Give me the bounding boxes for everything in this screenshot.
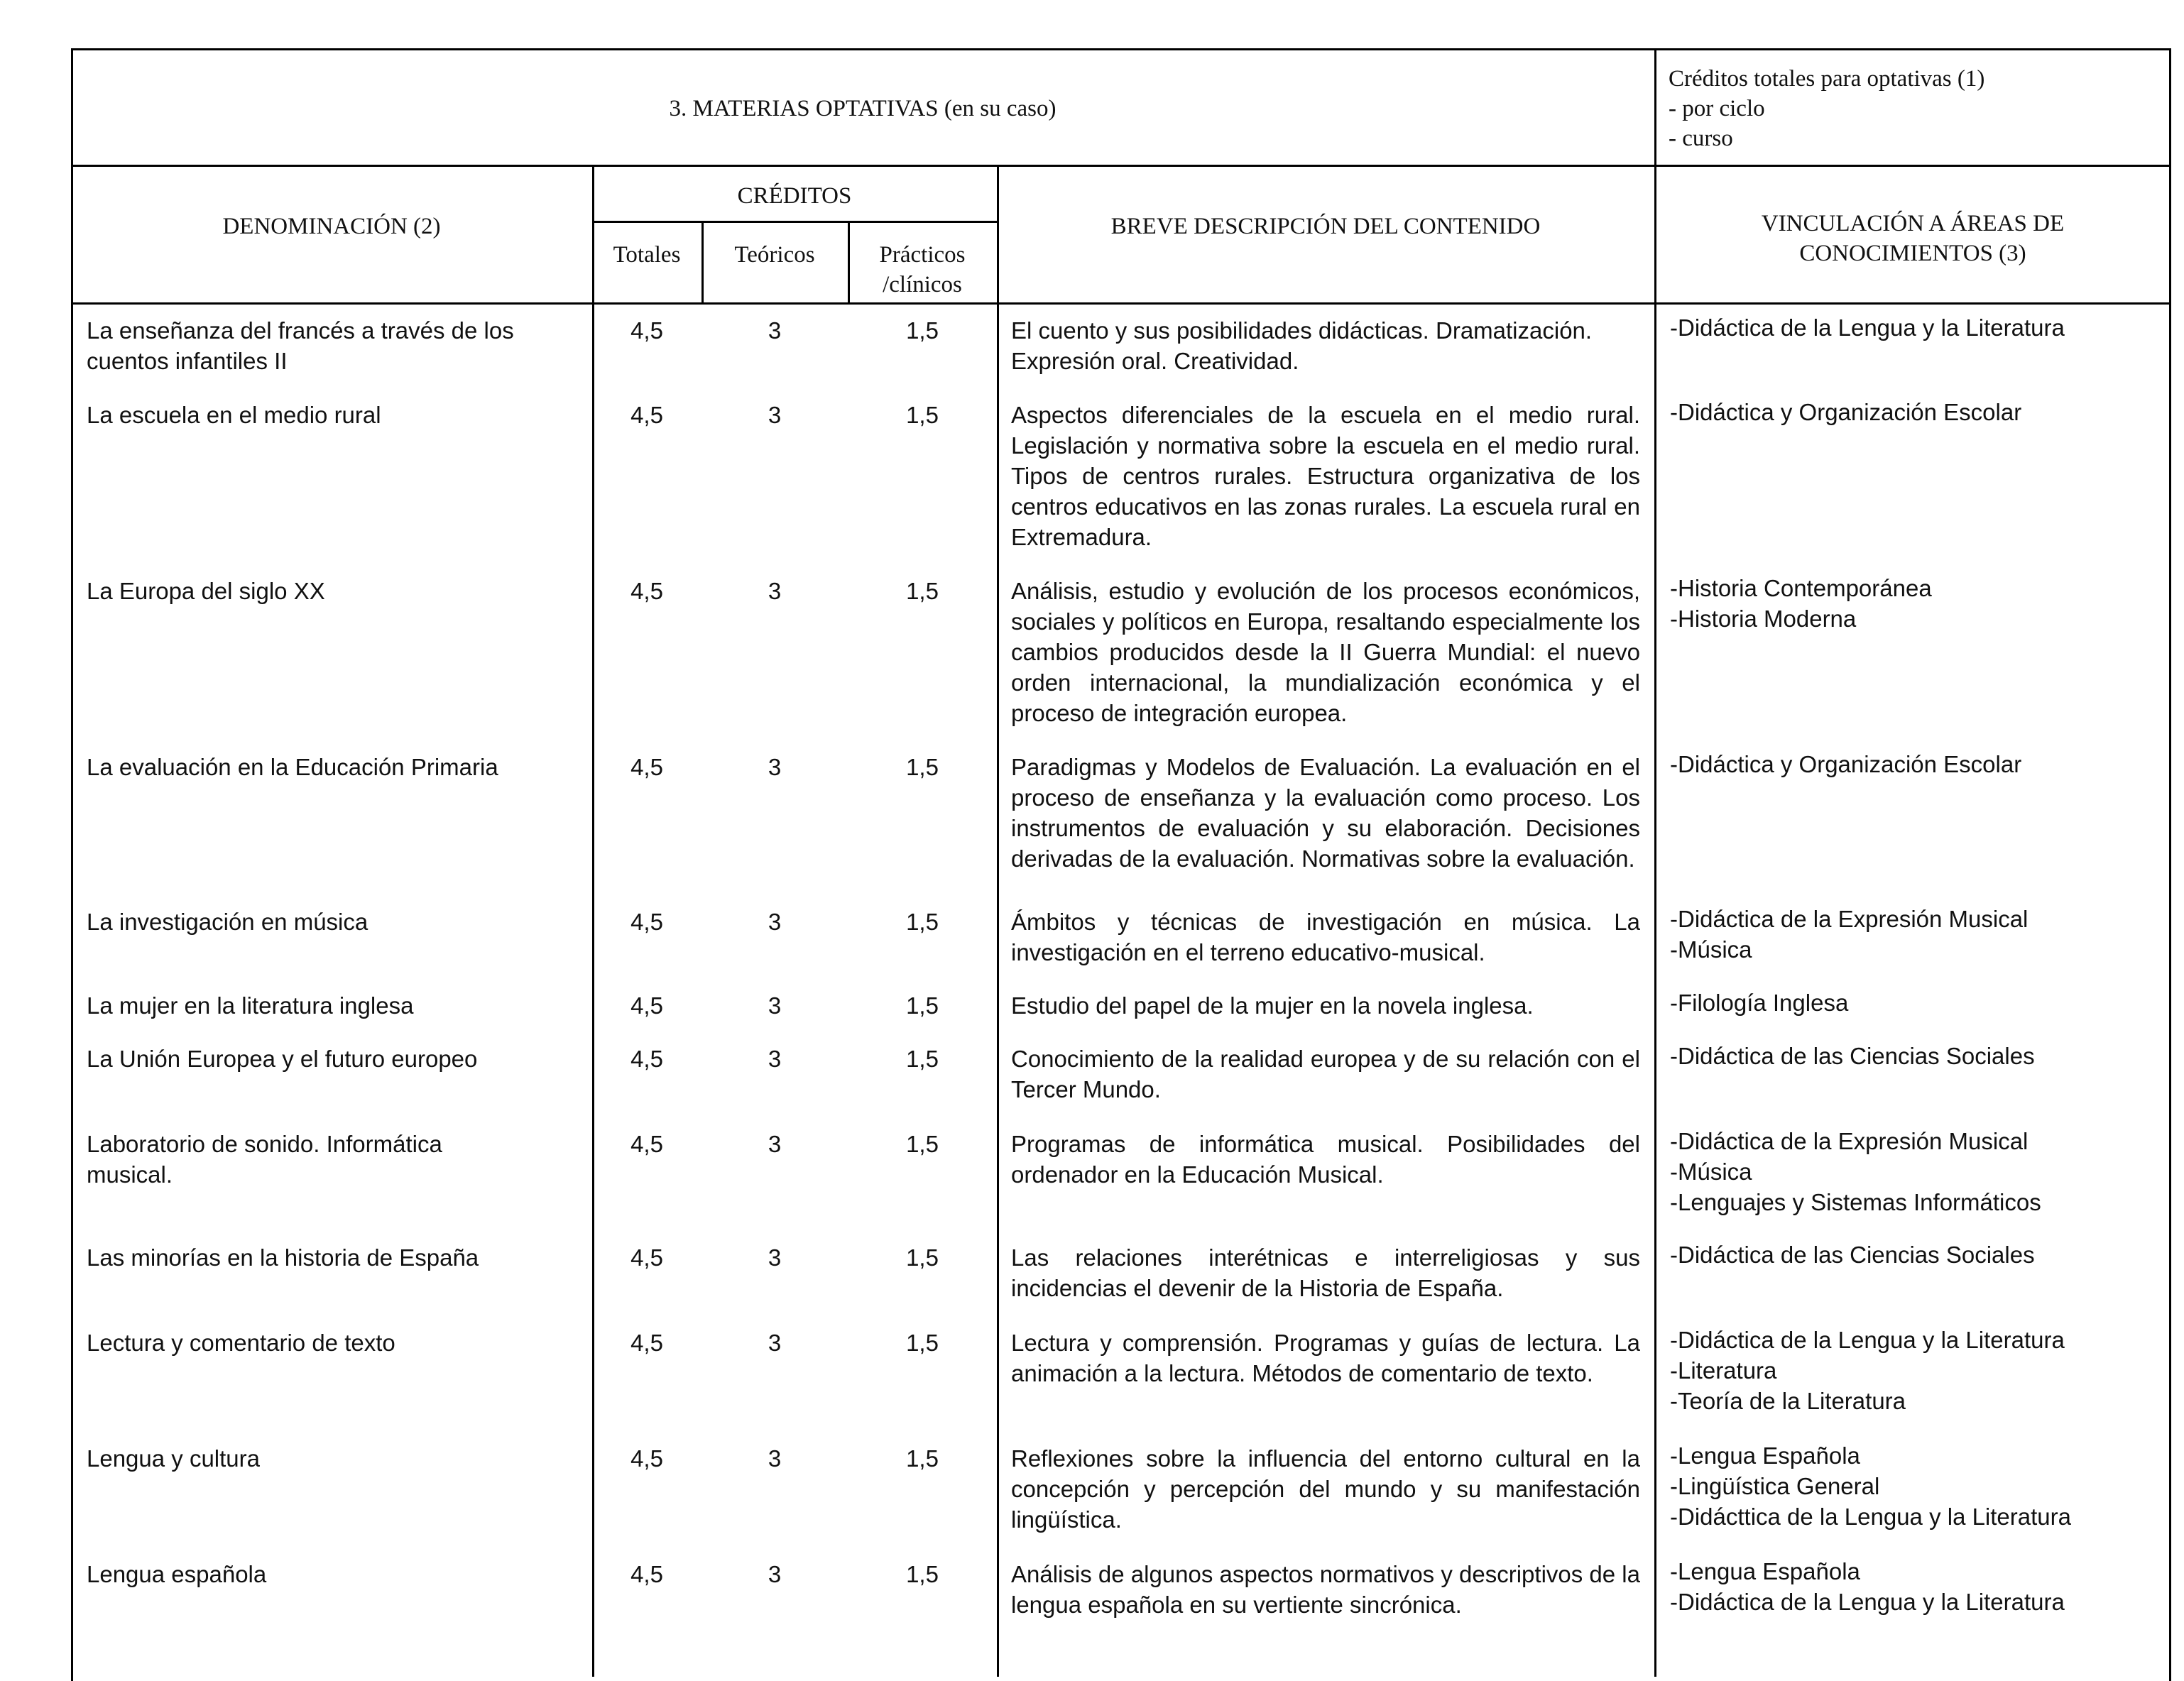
row-denominacion: Lengua española xyxy=(87,1561,267,1587)
row-descripcion: Análisis de algunos aspectos normativos y descriptivos de la lengua española en su vertiente sincrónica. xyxy=(1011,1561,1640,1618)
row-areas: -Didáctica de la Lengua y la Literatura xyxy=(1670,314,2065,341)
row-descripcion: Estudio del papel de la mujer en la novela inglesa. xyxy=(1011,992,1534,1019)
row-totales: 4,5 xyxy=(630,1445,663,1472)
row-denominacion: La Unión Europea y el futuro europeo xyxy=(87,1046,478,1072)
row-teoricos: 3 xyxy=(768,1330,782,1356)
vline-4 xyxy=(997,165,999,1677)
row-practicos: 1,5 xyxy=(906,1330,939,1356)
row-areas: -Didáctica de la Expresión Musical -Música xyxy=(1670,906,2029,963)
header-divider xyxy=(71,165,2171,167)
row-practicos: 1,5 xyxy=(906,754,939,780)
row-totales: 4,5 xyxy=(630,754,663,780)
row-practicos: 1,5 xyxy=(906,317,939,344)
row-descripcion: Paradigmas y Modelos de Evaluación. La evaluación en el proceso de enseñanza y la evaluación como proceso. Los instrumentos de evaluación y su elaboración. Decisiones derivadas de la evaluación. Normativas sobre la evaluación. xyxy=(1011,754,1640,872)
row-teoricos: 3 xyxy=(768,578,782,604)
row-denominacion: La mujer en la literatura inglesa xyxy=(87,992,414,1019)
credits-box-line: - por ciclo xyxy=(1669,96,1765,121)
row-areas: -Lengua Española -Lingüística General -Didácttica de la Lengua y la Literatura xyxy=(1670,1442,2071,1530)
row-areas: -Didáctica y Organización Escolar xyxy=(1670,751,2022,777)
row-totales: 4,5 xyxy=(630,1131,663,1157)
row-denominacion: La Europa del siglo XX xyxy=(87,578,325,604)
row-teoricos: 3 xyxy=(768,1561,782,1587)
row-areas: -Didáctica de las Ciencias Sociales xyxy=(1670,1242,2035,1268)
col-teoricos: Teóricos xyxy=(734,242,815,268)
row-descripcion: Lectura y comprensión. Programas y guías de lectura. La animación a la lectura. Métodos de comentario de texto. xyxy=(1011,1330,1640,1386)
row-teoricos: 3 xyxy=(768,909,782,935)
row-denominacion: La escuela en el medio rural xyxy=(87,402,381,428)
col-descripcion: BREVE DESCRIPCIÓN DEL CONTENIDO xyxy=(1110,214,1541,239)
row-teoricos: 3 xyxy=(768,1244,782,1271)
col-creditos: CRÉDITOS xyxy=(737,183,852,209)
row-practicos: 1,5 xyxy=(906,1244,939,1271)
row-areas: -Lengua Española -Didáctica de la Lengua y la Literatura xyxy=(1670,1558,2065,1615)
section-title: 3. MATERIAS OPTATIVAS (en su caso) xyxy=(669,96,1056,121)
row-practicos: 1,5 xyxy=(906,1445,939,1472)
row-areas: -Historia Contemporánea -Historia Moderna xyxy=(1670,575,1932,632)
row-denominacion: Lectura y comentario de texto xyxy=(87,1330,395,1356)
vline-5 xyxy=(1654,165,1656,1677)
row-areas: -Didáctica de la Expresión Musical -Música -Lenguajes y Sistemas Informáticos xyxy=(1670,1128,2041,1215)
row-descripcion: El cuento y sus posibilidades didácticas. Dramatización. Expresión oral. Creatividad. xyxy=(1011,317,1593,374)
credits-box-line: - curso xyxy=(1669,126,1733,151)
row-descripcion: Ámbitos y técnicas de investigación en música. La investigación en el terreno educativo-musical. xyxy=(1011,909,1640,965)
row-teoricos: 3 xyxy=(768,1046,782,1072)
row-totales: 4,5 xyxy=(630,578,663,604)
row-totales: 4,5 xyxy=(630,909,663,935)
row-teoricos: 3 xyxy=(768,754,782,780)
row-practicos: 1,5 xyxy=(906,909,939,935)
row-practicos: 1,5 xyxy=(906,992,939,1019)
vline-title-credits xyxy=(1654,48,1656,165)
creditos-subdivider xyxy=(592,221,997,223)
row-denominacion: Lengua y cultura xyxy=(87,1445,261,1472)
row-areas: -Didáctica de las Ciencias Sociales xyxy=(1670,1043,2035,1069)
col-practicos: Prácticos /clínicos xyxy=(879,242,966,297)
row-teoricos: 3 xyxy=(768,1445,782,1472)
row-totales: 4,5 xyxy=(630,402,663,428)
row-teoricos: 3 xyxy=(768,402,782,428)
column-header-divider xyxy=(71,302,2171,305)
credits-box xyxy=(1669,64,2166,153)
row-denominacion: La evaluación en la Educación Primaria xyxy=(87,754,498,780)
row-practicos: 1,5 xyxy=(906,1131,939,1157)
row-teoricos: 3 xyxy=(768,992,782,1019)
row-practicos: 1,5 xyxy=(906,1561,939,1587)
row-descripcion: Conocimiento de la realidad europea y de su relación con el Tercer Mundo. xyxy=(1011,1046,1640,1102)
row-descripcion: Las relaciones interétnicas e interreligiosas y sus incidencias el devenir de la Historia de España. xyxy=(1011,1244,1640,1301)
row-totales: 4,5 xyxy=(630,317,663,344)
row-denominacion: La investigación en música xyxy=(87,909,368,935)
row-denominacion: Laboratorio de sonido. Informática musical. xyxy=(87,1131,442,1188)
row-denominacion: La enseñanza del francés a través de los cuentos infantiles II xyxy=(87,317,514,374)
row-practicos: 1,5 xyxy=(906,1046,939,1072)
row-totales: 4,5 xyxy=(630,1046,663,1072)
row-denominacion: Las minorías en la historia de España xyxy=(87,1244,479,1271)
row-totales: 4,5 xyxy=(630,1330,663,1356)
row-descripcion: Reflexiones sobre la influencia del entorno cultural en la concepción y percepción del mundo y su manifestación lingüística. xyxy=(1011,1445,1640,1533)
row-areas: -Didáctica y Organización Escolar xyxy=(1670,399,2022,425)
row-practicos: 1,5 xyxy=(906,578,939,604)
row-totales: 4,5 xyxy=(630,992,663,1019)
row-areas: -Didáctica de la Lengua y la Literatura -Literatura -Teoría de la Literatura xyxy=(1670,1327,2065,1414)
row-teoricos: 3 xyxy=(768,1131,782,1157)
row-teoricos: 3 xyxy=(768,317,782,344)
credits-box-line: Créditos totales para optativas (1) xyxy=(1669,66,1985,92)
row-descripcion: Aspectos diferenciales de la escuela en el medio rural. Legislación y normativa sobre la escuela en el medio rural. Tipos de centros rurales. Estructura organizativa de los centros educativos en las zonas rurales. La escuela rural en Extremadura. xyxy=(1011,402,1640,550)
row-totales: 4,5 xyxy=(630,1244,663,1271)
col-totales: Totales xyxy=(613,242,681,268)
col-vinculacion: VINCULACIÓN A ÁREAS DE CONOCIMIENTOS (3) xyxy=(1761,211,2065,266)
col-denominacion: DENOMINACIÓN (2) xyxy=(222,214,441,239)
row-totales: 4,5 xyxy=(630,1561,663,1587)
row-descripcion: Programas de informática musical. Posibilidades del ordenador en la Educación Musical. xyxy=(1011,1131,1640,1188)
row-areas: -Filología Inglesa xyxy=(1670,990,1849,1016)
row-practicos: 1,5 xyxy=(906,402,939,428)
row-descripcion: Análisis, estudio y evolución de los procesos económicos, sociales y políticos en Europa, resaltando especialmente los cambios producidos desde la II Guerra Mundial: el nuevo orden internacional, la mundialización económica y el proceso de integración europea. xyxy=(1011,578,1640,726)
